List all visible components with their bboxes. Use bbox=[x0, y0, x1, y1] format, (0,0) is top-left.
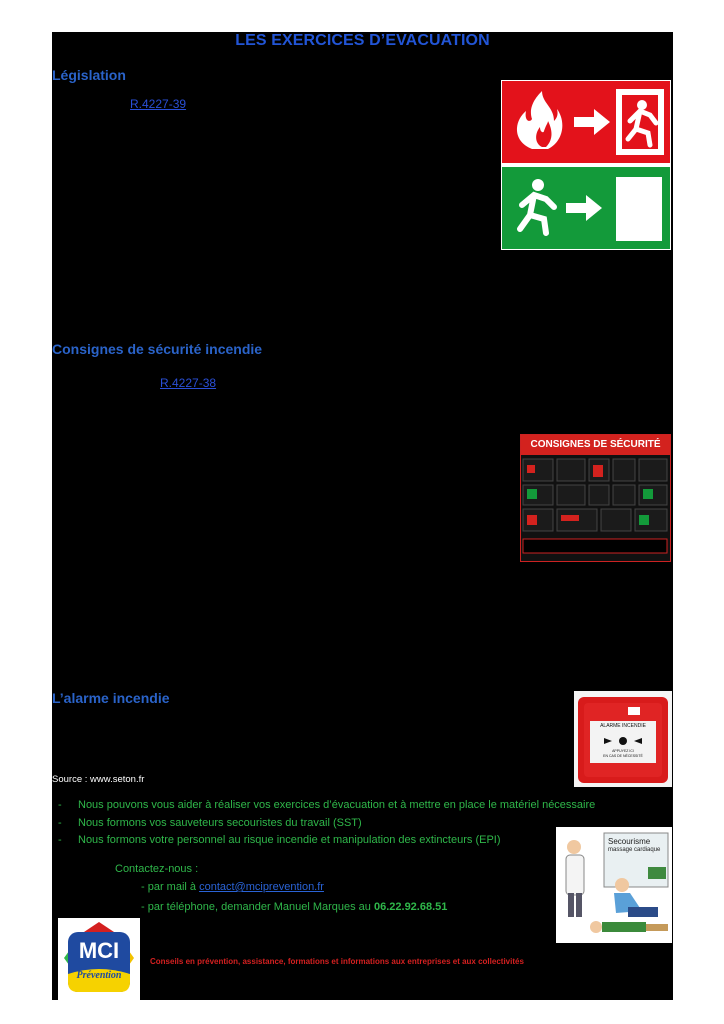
alarm-sub2: EN CAS DE NÉCESSITÉ bbox=[603, 754, 643, 758]
secourisme-sublabel: massage cardiaque bbox=[608, 847, 661, 853]
consignes-ref-link[interactable]: R.4227-38 bbox=[160, 376, 217, 390]
consignes-poster-title: CONSIGNES DE SÉCURITÉ bbox=[521, 435, 670, 455]
list-item: - Nous formons vos sauveteurs secouristes du travail (SST) bbox=[58, 816, 362, 829]
contact-mail-line: - par mail à contact@mciprevention.fr bbox=[141, 881, 324, 893]
document-page bbox=[52, 32, 673, 1000]
list-item: - Nous formons votre personnel au risque incendie et manipulation des extincteurs (EPI) bbox=[58, 834, 501, 846]
legislation-ref-link[interactable]: R.4227-39 bbox=[130, 97, 187, 111]
fire-exit-sign-image bbox=[501, 80, 671, 250]
footer-tagline: Conseils en prévention, assistance, formations et informations aux entreprises et aux collectivités bbox=[150, 957, 524, 966]
phone-number: 06.22.92.68.51 bbox=[373, 901, 448, 913]
alarm-sub1: APPUYEZ ICI bbox=[612, 749, 634, 753]
fire-alarm-image bbox=[574, 691, 672, 787]
source-text: Source : www.seton.fr bbox=[52, 774, 145, 785]
logo-text: MCI bbox=[78, 938, 120, 963]
secourisme-label: Secourisme bbox=[608, 837, 651, 846]
email-link[interactable]: contact@mciprevention.fr bbox=[199, 881, 324, 893]
first-aid-illustration bbox=[556, 827, 672, 943]
alarme-heading: L’alarme incendie bbox=[52, 690, 170, 706]
contact-heading: Contactez-nous : bbox=[115, 863, 199, 875]
mci-prevention-logo bbox=[58, 918, 140, 1000]
page-title: LES EXERCICES D’EVACUATION bbox=[235, 32, 490, 49]
logo-subtext: Prévention bbox=[76, 970, 122, 981]
consignes-heading: Consignes de sécurité incendie bbox=[52, 341, 263, 357]
consignes-poster-image bbox=[520, 434, 671, 562]
legislation-heading: Législation bbox=[52, 67, 126, 83]
alarm-label: ALARME INCENDIE bbox=[600, 723, 646, 729]
contact-phone-line: - par téléphone, demander Manuel Marques au 06.22.92.68.51 bbox=[141, 901, 448, 913]
list-item: - Nous pouvons vous aider à réaliser vos exercices d’évacuation et à mettre en place le matériel nécessaire bbox=[58, 799, 596, 811]
